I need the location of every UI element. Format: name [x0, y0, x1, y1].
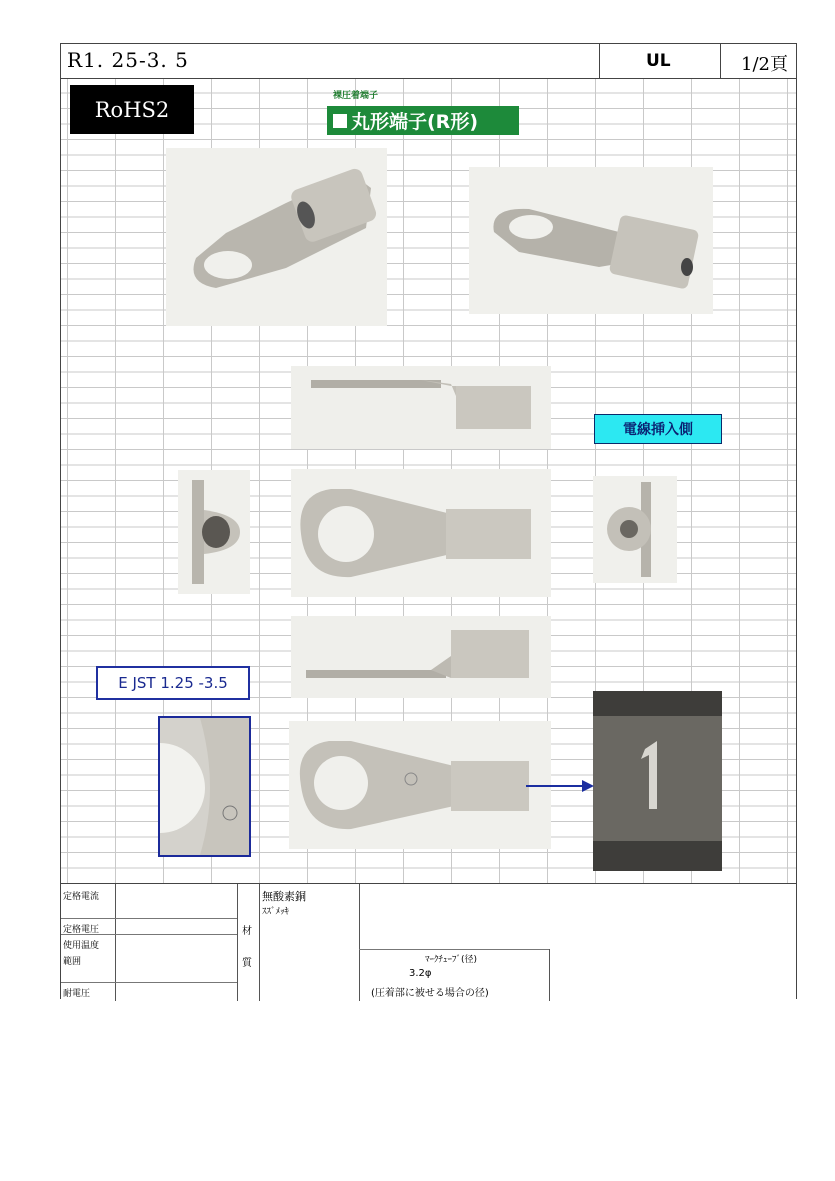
temp-range-label-2: 範囲 — [63, 957, 82, 967]
terminal-photo-side-bottom — [291, 616, 551, 698]
material-label-2: 質 — [242, 958, 252, 969]
sheet-header — [61, 44, 796, 79]
part-number: R1. 25-3. 5 — [67, 48, 189, 72]
tube-value: 3.2φ — [409, 968, 432, 979]
standard-label: UL — [646, 51, 671, 71]
temp-range-label-1: 使用温度 — [63, 941, 100, 951]
tube-note: (圧着部に被せる場合の径) — [371, 988, 489, 999]
arrow-icon — [526, 780, 594, 792]
terminal-photo-angle-left — [166, 148, 387, 326]
standard-cell — [599, 44, 721, 78]
spec-table — [61, 883, 796, 1001]
marking-closeup — [158, 716, 251, 857]
rohs-badge: RoHS2 — [70, 85, 194, 134]
marking-label: E JST 1.25 -3.5 — [96, 666, 250, 700]
category-title: 丸形端子(R形) — [351, 111, 478, 133]
category-title-box — [327, 106, 519, 135]
category-subtitle: 裸圧着端子 — [333, 91, 379, 101]
page-number: 1/2頁 — [741, 54, 788, 75]
stamp-closeup — [593, 691, 722, 871]
rated-current-label: 定格電流 — [63, 892, 100, 902]
material-value: 無酸素銅 — [262, 890, 306, 903]
terminal-photo-side-top — [291, 366, 551, 449]
terminal-photo-top — [291, 469, 551, 597]
withstand-voltage-label: 耐電圧 — [63, 989, 91, 999]
square-icon — [333, 114, 347, 128]
terminal-photo-angle-right — [469, 167, 713, 314]
terminal-photo-wire-side — [593, 476, 677, 583]
wire-side-label: 電線挿入側 — [594, 414, 722, 444]
spec-sheet — [60, 43, 797, 999]
material-label-1: 材 — [242, 926, 252, 937]
terminal-photo-front-edge — [178, 470, 250, 594]
plating-value: ｽｽﾞﾒｯｷ — [262, 907, 290, 917]
terminal-photo-marked — [289, 721, 551, 849]
tube-header: ﾏｰｸﾁｭｰﾌﾞ(径) — [425, 955, 478, 965]
rated-voltage-label: 定格電圧 — [63, 925, 100, 935]
